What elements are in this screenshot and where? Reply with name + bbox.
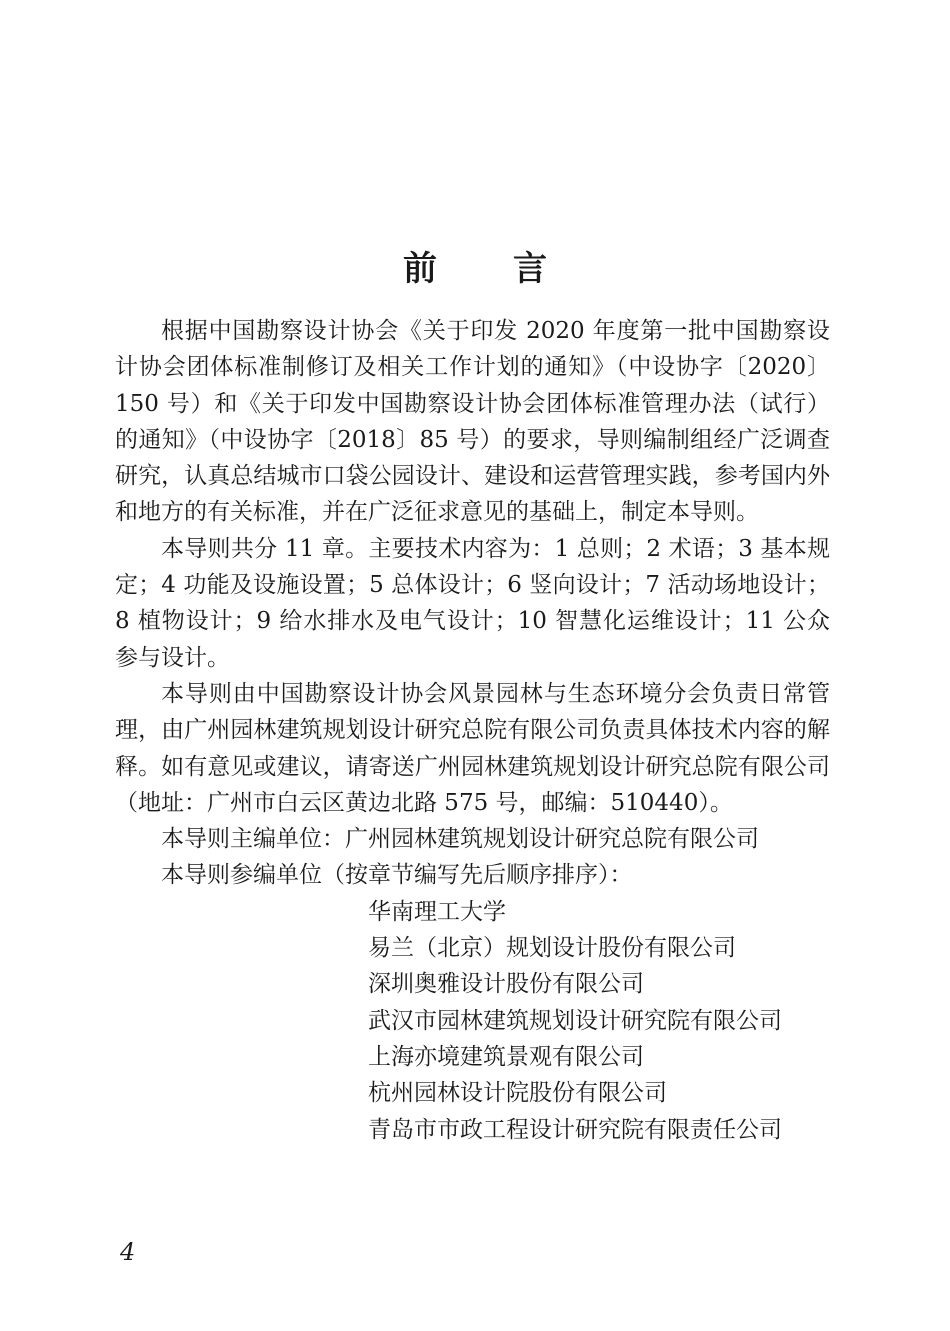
page-title: 前言 <box>403 248 623 289</box>
paragraph-contents: 本导则共分 11 章。主要技术内容为：1 总则；2 术语；3 基本规定；4 功能及设施设置；5 总体设计；6 竖向设计；7 活动场地设计；8 植物设计；9 给水排水及电气设计；10 智慧化运维设计；11 公众参与设计。 <box>115 535 830 671</box>
participant-unit: 武汉市园林建筑规划设计研究院有限公司 <box>368 1007 782 1034</box>
participant-unit: 易兰（北京）规划设计股份有限公司 <box>368 935 736 962</box>
paragraph-management: 本导则由中国勘察设计协会风景园林与生态环境分会负责日常管理，由广州园林建筑规划设计研究总院有限公司负责具体技术内容的解释。如有意见或建议，请寄送广州园林建筑规划设计研究总院有限公司（地址：广州市白云区黄边北路 575 号，邮编：510440）。 <box>115 680 830 816</box>
preface-body <box>115 313 830 1148</box>
page-number: 4 <box>120 1238 136 1266</box>
chief-editor-unit: 本导则主编单位：广州园林建筑规划设计研究总院有限公司 <box>161 826 759 853</box>
participant-unit: 杭州园林设计院股份有限公司 <box>368 1080 667 1107</box>
paragraph-basis: 根据中国勘察设计协会《关于印发 2020 年度第一批中国勘察设计协会团体标准制修订及相关工作计划的通知》（中设协字〔2020〕150 号）和《关于印发中国勘察设计协会团体标准管理办法（试行）的通知》（中设协字〔2018〕85 号）的要求，导则编制组经广泛调查研究，认真总结城市口袋公园设计、建设和运营管理实践，参考国内外和地方的有关标准，并在广泛征求意见的基础上，制定本导则。 <box>115 318 830 526</box>
participant-unit: 上海亦境建筑景观有限公司 <box>368 1043 644 1070</box>
participant-unit: 华南理工大学 <box>368 898 506 925</box>
participant-unit: 深圳奥雅设计股份有限公司 <box>368 971 644 998</box>
participant-units-list <box>115 894 830 1148</box>
participant-unit: 青岛市市政工程设计研究院有限责任公司 <box>368 1116 782 1143</box>
participant-units-heading: 本导则参编单位（按章节编写先后顺序排序）： <box>161 862 633 889</box>
